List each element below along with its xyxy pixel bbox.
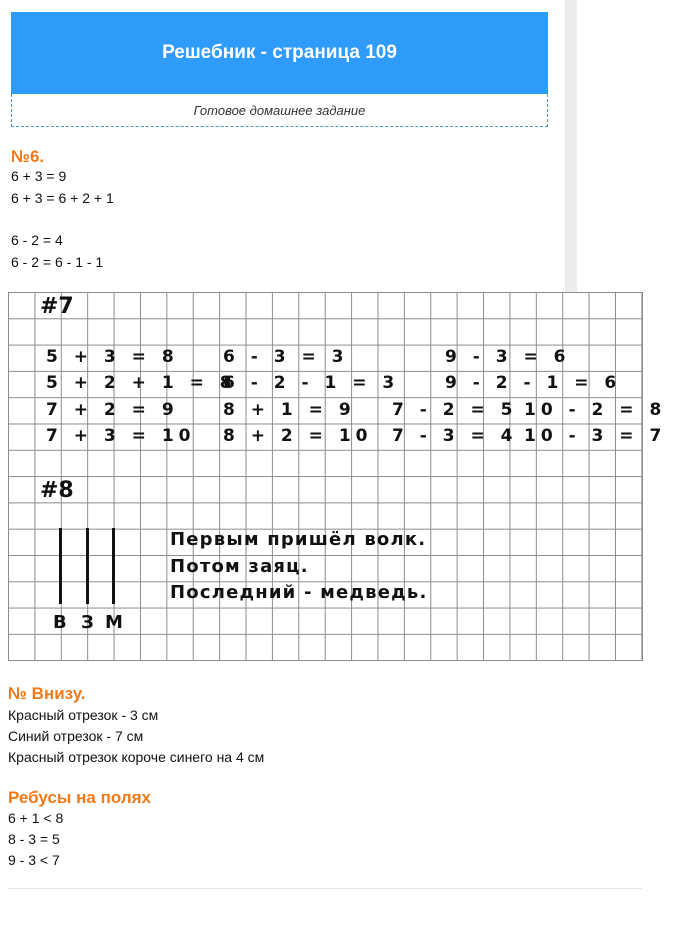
equation: 9 - 2 - 1 = 6 bbox=[445, 373, 622, 393]
task8-line: Потом заяц. bbox=[170, 556, 309, 577]
rebus-line: 8 - 3 = 5 bbox=[8, 831, 60, 847]
rebus-line: 6 + 1 < 8 bbox=[8, 810, 64, 826]
equation: 6 - 3 = 3 bbox=[223, 347, 349, 367]
task-bottom-line: Красный отрезок - 3 см bbox=[8, 707, 159, 723]
stick-letter: З bbox=[81, 612, 95, 633]
equation: 7 - 3 = 4 bbox=[392, 426, 518, 446]
page-title: Решебник - страница 109 bbox=[162, 42, 397, 63]
page-subheader bbox=[11, 94, 548, 127]
task6-title: №6. bbox=[11, 147, 45, 166]
stick-hare bbox=[86, 528, 89, 604]
task8-label: #8 bbox=[40, 478, 74, 503]
page-header bbox=[11, 12, 548, 94]
scrollbar[interactable] bbox=[565, 0, 577, 292]
equation: 5 + 3 = 8 bbox=[46, 347, 179, 367]
page-subtitle: Готовое домашнее задание bbox=[193, 102, 366, 118]
task6-line: 6 + 3 = 9 bbox=[11, 168, 67, 184]
task8-line: Первым пришёл волк. bbox=[170, 529, 427, 550]
stick-letter: М bbox=[105, 612, 125, 633]
stick-wolf bbox=[59, 528, 62, 604]
task-bottom-line: Синий отрезок - 7 см bbox=[8, 728, 144, 744]
equation: 10 - 2 = 8 bbox=[524, 400, 667, 420]
equation: 6 - 2 - 1 = 3 bbox=[223, 373, 400, 393]
equation: 9 - 3 = 6 bbox=[445, 347, 571, 367]
stick-letter: В bbox=[53, 612, 68, 633]
equation: 5 + 2 + 1 = 8 bbox=[46, 373, 237, 393]
rebus-title: Ребусы на полях bbox=[8, 788, 151, 807]
equation: 7 + 3 = 10 bbox=[46, 426, 196, 446]
task6-line: 6 + 3 = 6 + 2 + 1 bbox=[11, 190, 114, 206]
task7-label: #7 bbox=[40, 294, 74, 319]
equation: 8 + 2 = 10 bbox=[223, 426, 373, 446]
task-bottom-title: № Внизу. bbox=[8, 684, 86, 703]
task-bottom-line: Красный отрезок короче синего на 4 см bbox=[8, 749, 265, 765]
task6-line: 6 - 2 = 6 - 1 - 1 bbox=[11, 254, 104, 270]
task8-line: Последний - медведь. bbox=[170, 582, 428, 603]
equation: 7 - 2 = 5 bbox=[392, 400, 518, 420]
task6-line: 6 - 2 = 4 bbox=[11, 232, 63, 248]
rebus-line: 9 - 3 < 7 bbox=[8, 852, 60, 868]
divider bbox=[8, 888, 642, 889]
equation: 8 + 1 = 9 bbox=[223, 400, 356, 420]
notebook-grid bbox=[8, 292, 667, 661]
equation: 7 + 2 = 9 bbox=[46, 400, 179, 420]
equation: 10 - 3 = 7 bbox=[524, 426, 667, 446]
stick-bear bbox=[112, 528, 115, 604]
